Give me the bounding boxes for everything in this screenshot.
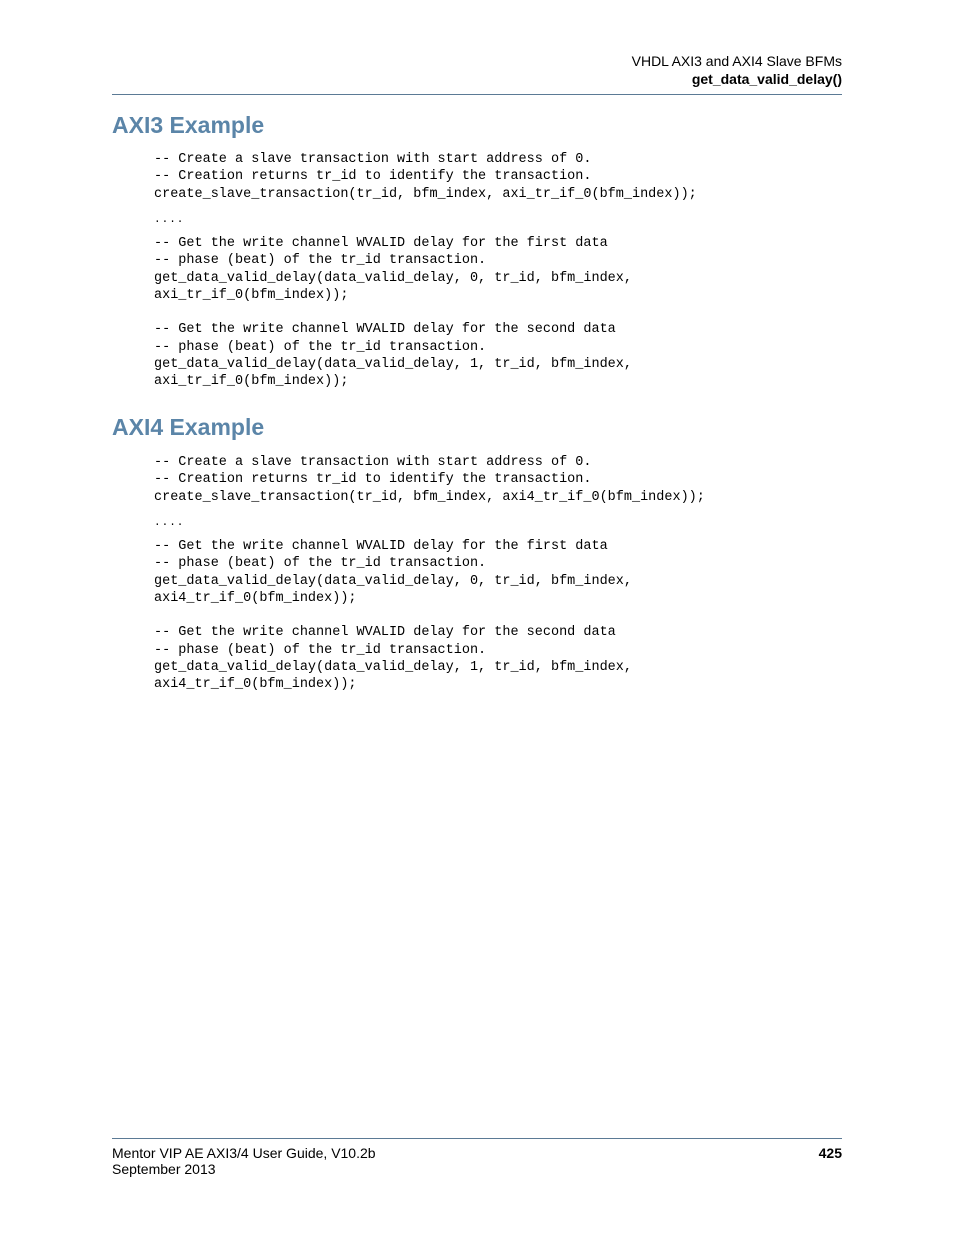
- axi4-code-get-delay: -- Get the write channel WVALID delay for the first data -- phase (beat) of the tr_id transaction. get_data_valid_delay(data_valid_delay, 0, tr_id, bfm_index, axi4_tr_if_0(bfm_index)); -- Get the write channel WVALID delay for the second data -- phase (beat) of the tr_id transaction. get_data_valid_delay(data_valid_delay, 1, tr_id, bfm_index, axi4_tr_if_0(bfm_index));: [154, 539, 632, 693]
- section-title: get_data_valid_delay(): [691, 71, 842, 87]
- chapter-title: VHDL AXI3 and AXI4 Slave BFMs: [631, 53, 842, 69]
- axi3-code-create: -- Create a slave transaction with start address of 0. -- Creation returns tr_id to identify the transaction. create_slave_transaction(tr_id, bfm_index, axi_tr_if_0(bfm_index));: [154, 152, 697, 202]
- page-number: 425: [818, 1145, 842, 1161]
- running-header: [112, 52, 842, 88]
- publication-date: September 2013: [112, 1161, 216, 1177]
- axi4-code-ellipsis: ....: [154, 517, 185, 529]
- footer-divider: [112, 1138, 842, 1139]
- footer-info: [112, 1145, 376, 1177]
- header-divider: [112, 94, 842, 95]
- axi3-example-heading: AXI3 Example: [112, 112, 265, 138]
- guide-title: Mentor VIP AE AXI3/4 User Guide, V10.2b: [112, 1145, 376, 1161]
- axi3-code-ellipsis: ....: [154, 214, 185, 226]
- axi4-code-create: -- Create a slave transaction with start address of 0. -- Creation returns tr_id to identify the transaction. create_slave_transaction(tr_id, bfm_index, axi4_tr_if_0(bfm_index));: [154, 455, 705, 505]
- axi3-code-get-delay: -- Get the write channel WVALID delay for the first data -- phase (beat) of the tr_id transaction. get_data_valid_delay(data_valid_delay, 0, tr_id, bfm_index, axi_tr_if_0(bfm_index)); -- Get the write channel WVALID delay for the second data -- phase (beat) of the tr_id transaction. get_data_valid_delay(data_valid_delay, 1, tr_id, bfm_index, axi_tr_if_0(bfm_index));: [154, 236, 632, 390]
- axi4-example-heading: AXI4 Example: [112, 414, 265, 440]
